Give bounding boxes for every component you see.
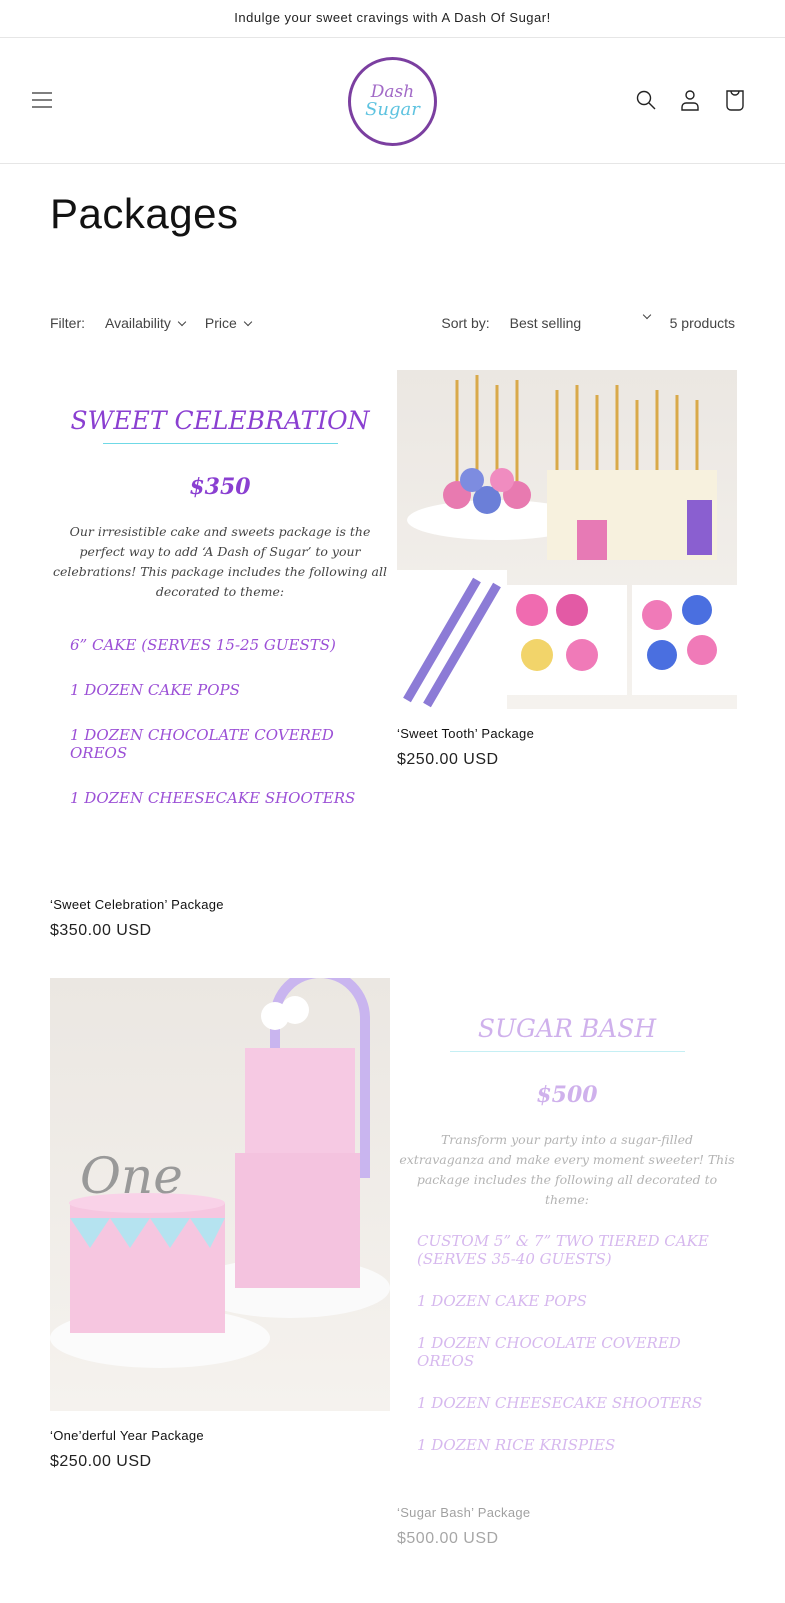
product-image[interactable] xyxy=(397,978,737,1488)
site-header xyxy=(0,38,785,164)
product-image[interactable] xyxy=(50,978,390,1411)
filter-label: Filter: xyxy=(50,315,85,331)
product-price: $350.00 USD xyxy=(50,922,152,939)
poster-item: 1 DOZEN CHOCOLATE COVERED OREOS xyxy=(70,726,334,762)
poster-heading: SWEET CELEBRATION xyxy=(70,406,370,435)
availability-label: Availability xyxy=(105,315,171,331)
svg-text:One: One xyxy=(80,1147,183,1205)
menu-icon[interactable] xyxy=(20,78,64,122)
product-card[interactable] xyxy=(397,978,737,1548)
poster-item: 1 DOZEN CHOCOLATE COVERED OREOS xyxy=(417,1334,681,1370)
search-icon[interactable] xyxy=(624,78,668,122)
logo-text: Dash xyxy=(370,82,415,102)
product-title[interactable]: ‘Sweet Tooth’ Package xyxy=(397,726,535,741)
product-price: $250.00 USD xyxy=(397,751,499,768)
filter-bar xyxy=(50,312,735,334)
logo-text: Sugar xyxy=(365,99,420,120)
divider xyxy=(450,1051,685,1052)
price-label: Price xyxy=(204,315,237,331)
product-card[interactable] xyxy=(50,370,390,940)
chevron-down-icon xyxy=(244,318,252,326)
poster-item: 1 DOZEN CHEESECAKE SHOOTERS xyxy=(70,789,356,807)
availability-filter[interactable] xyxy=(105,315,185,331)
announcement-bar: Indulge your sweet cravings with A Dash Of Sugar! xyxy=(0,0,785,38)
account-icon[interactable] xyxy=(668,78,712,122)
chevron-down-icon xyxy=(642,311,650,319)
cake-photo xyxy=(50,978,390,1411)
logo[interactable] xyxy=(348,57,437,146)
sort-value: Best selling xyxy=(509,315,582,331)
poster-item: 1 DOZEN CAKE POPS xyxy=(70,681,240,699)
price-filter[interactable] xyxy=(205,315,251,331)
poster-item: 1 DOZEN CAKE POPS xyxy=(417,1292,587,1310)
product-card[interactable] xyxy=(50,978,390,1471)
sort-select[interactable] xyxy=(510,315,650,331)
chevron-down-icon xyxy=(178,318,186,326)
product-image[interactable] xyxy=(50,370,390,880)
sweets-photo xyxy=(397,370,737,709)
cart-icon[interactable] xyxy=(713,78,757,122)
product-price: $250.00 USD xyxy=(50,1453,152,1470)
poster-price: $350 xyxy=(189,474,251,500)
poster-price: $500 xyxy=(536,1082,598,1108)
poster-item: 1 DOZEN RICE KRISPIES xyxy=(417,1436,616,1454)
poster-description: Transform your party into a sugar-filled extravaganza and make every moment sweeter! This package includes the following all decorated to theme: xyxy=(399,1132,735,1207)
poster-item: 1 DOZEN CHEESECAKE SHOOTERS xyxy=(417,1394,703,1412)
sort-label: Sort by: xyxy=(441,315,490,331)
product-count: 5 products xyxy=(669,315,735,331)
product-title[interactable]: ‘One’derful Year Package xyxy=(50,1428,204,1443)
product-card[interactable] xyxy=(397,370,737,769)
poster-item: CUSTOM 5” & 7” TWO TIERED CAKE (SERVES 35-40 GUESTS) xyxy=(417,1232,709,1268)
poster-heading: SUGAR BASH xyxy=(477,1014,657,1043)
product-price: $500.00 USD xyxy=(397,1530,499,1547)
page-title: Packages xyxy=(50,190,239,237)
product-image[interactable] xyxy=(397,370,737,709)
divider xyxy=(103,443,338,444)
product-title[interactable]: ‘Sweet Celebration’ Package xyxy=(50,897,224,912)
product-title[interactable]: ‘Sugar Bash’ Package xyxy=(397,1505,531,1520)
poster-description: Our irresistible cake and sweets package is the perfect way to add ‘A Dash of Sugar’ to your celebrations! This package includes the following all decorated to theme: xyxy=(52,524,388,599)
poster-item: 6” CAKE (SERVES 15-25 GUESTS) xyxy=(70,636,336,654)
